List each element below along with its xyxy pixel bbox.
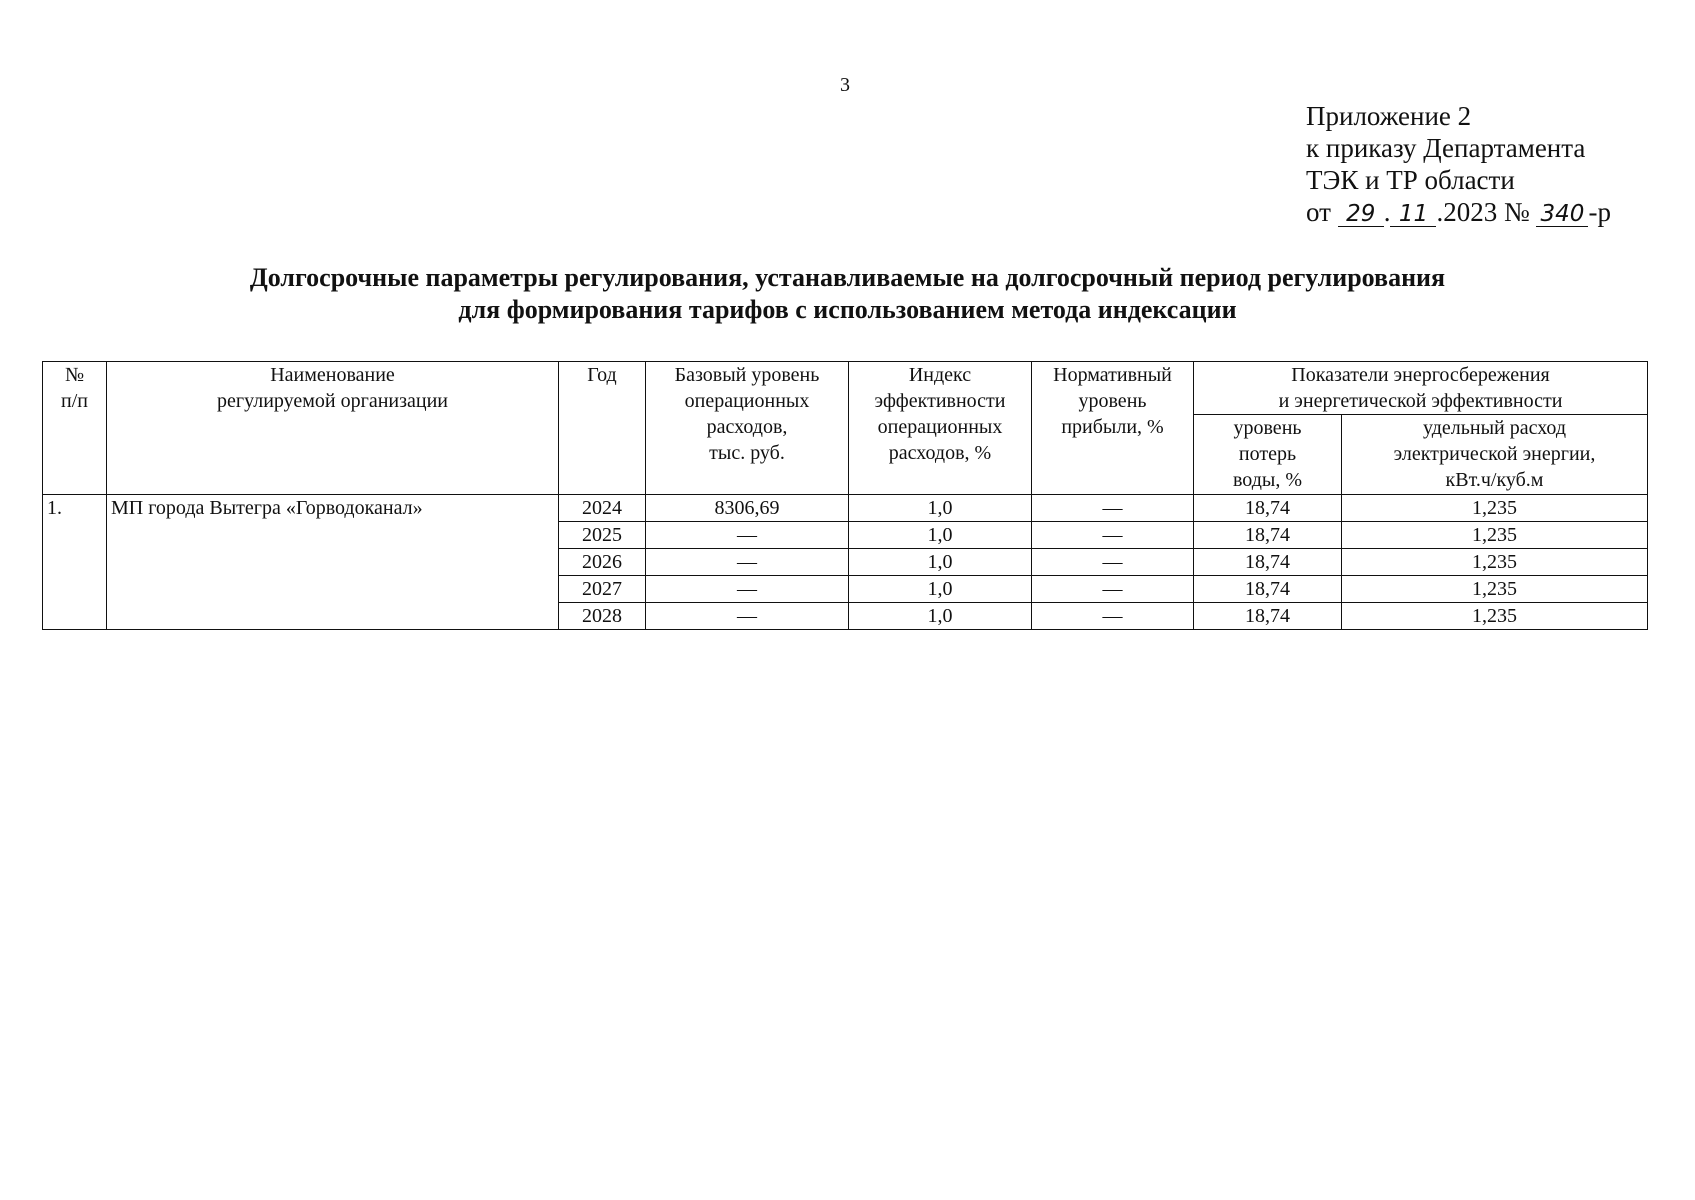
order-suffix: -р <box>1588 197 1611 227</box>
title-line-1: Долгосрочные параметры регулирования, устанавливаемые на долгосрочный период регулирования <box>249 263 1446 292</box>
profit-level-cell: — <box>1032 522 1194 549</box>
year-cell: 2027 <box>559 576 646 603</box>
power-consumption-cell: 1,235 <box>1342 549 1648 576</box>
table-row <box>43 495 1648 522</box>
year-cell: 2024 <box>559 495 646 522</box>
year-cell: 2026 <box>559 549 646 576</box>
appendix-line-1: Приложение 2 <box>1306 101 1472 131</box>
org-number-cell: 1. <box>43 495 107 630</box>
appendix-date-line: от 29 . 11 .2023 № 340 -р <box>1306 197 1611 227</box>
org-name-cell: МП города Вытегра «Горводоканал» <box>107 495 559 630</box>
header-efficiency-index: Индекс эффективности операционных расходов, % <box>849 362 1032 495</box>
power-consumption-cell: 1,235 <box>1342 495 1648 522</box>
year-cell: 2025 <box>559 522 646 549</box>
handwritten-day: 29 <box>1338 202 1384 227</box>
base-level-cell: 8306,69 <box>646 495 849 522</box>
appendix-line-3: ТЭК и ТР области <box>1306 165 1515 195</box>
header-number: № п/п <box>43 362 107 495</box>
header-base-level: Базовый уровень операционных расходов, тыс. руб. <box>646 362 849 495</box>
efficiency-index-cell: 1,0 <box>849 576 1032 603</box>
efficiency-index-cell: 1,0 <box>849 522 1032 549</box>
water-loss-cell: 18,74 <box>1194 603 1342 630</box>
date-year: .2023 № <box>1436 197 1530 227</box>
efficiency-index-cell: 1,0 <box>849 495 1032 522</box>
power-consumption-cell: 1,235 <box>1342 603 1648 630</box>
profit-level-cell: — <box>1032 576 1194 603</box>
profit-level-cell: — <box>1032 549 1194 576</box>
parameters-table <box>42 361 1648 630</box>
water-loss-cell: 18,74 <box>1194 522 1342 549</box>
title-line-2: для формирования тарифов с использованием метода индексации <box>458 295 1237 324</box>
profit-level-cell: — <box>1032 603 1194 630</box>
header-year: Год <box>559 362 646 495</box>
water-loss-cell: 18,74 <box>1194 495 1342 522</box>
base-level-cell: — <box>646 576 849 603</box>
efficiency-index-cell: 1,0 <box>849 549 1032 576</box>
year-cell: 2028 <box>559 603 646 630</box>
appendix-block <box>1306 100 1611 228</box>
date-prefix: от <box>1306 197 1331 227</box>
efficiency-index-cell: 1,0 <box>849 603 1032 630</box>
header-energy-group: Показатели энергосбережения и энергетической эффективности <box>1194 362 1648 415</box>
header-profit-level: Нормативный уровень прибыли, % <box>1032 362 1194 495</box>
water-loss-cell: 18,74 <box>1194 576 1342 603</box>
header-organization: Наименование регулируемой организации <box>107 362 559 495</box>
power-consumption-cell: 1,235 <box>1342 522 1648 549</box>
document-title <box>40 262 1655 326</box>
handwritten-order-number: 340 <box>1536 202 1588 227</box>
header-row-1 <box>43 362 1648 415</box>
water-loss-cell: 18,74 <box>1194 549 1342 576</box>
page-number: 3 <box>840 74 850 96</box>
header-power-consumption: удельный расход электрической энергии, кВт.ч/куб.м <box>1342 415 1648 495</box>
header-water-loss: уровень потерь воды, % <box>1194 415 1342 495</box>
handwritten-month: 11 <box>1390 202 1436 227</box>
power-consumption-cell: 1,235 <box>1342 576 1648 603</box>
base-level-cell: — <box>646 549 849 576</box>
profit-level-cell: — <box>1032 495 1194 522</box>
base-level-cell: — <box>646 603 849 630</box>
appendix-line-2: к приказу Департамента <box>1306 133 1586 163</box>
base-level-cell: — <box>646 522 849 549</box>
